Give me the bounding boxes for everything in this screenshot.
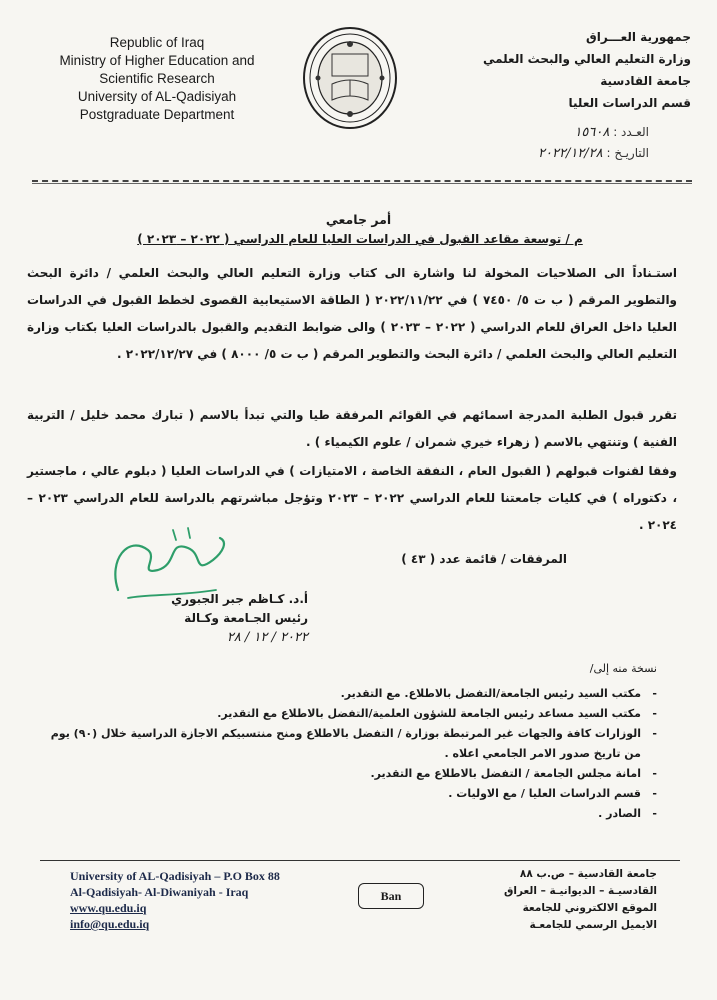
ref-number-row [429,122,649,143]
email-link[interactable]: info@qu.edu.iq [70,917,150,931]
footer-divider [40,860,680,861]
ref-date-label: التاريـخ : [606,146,649,160]
ref-number-label: العـدد : [613,125,649,139]
header-en-line: Republic of Iraq [109,35,205,50]
header-ar-line: جمهورية العـــراق [585,30,691,44]
signatory-date: ٢٠٢٢ / ١٢ / ٢٨ [226,630,308,645]
signatory-block [158,590,308,647]
order-title: أمر جامعي [325,212,392,227]
header-ar-line: جامعة القادسية [600,74,691,88]
footer-badge: Ban [358,883,424,909]
list-item: - قسم الدراسات العليا / مع الاوليات . [37,784,657,804]
header-english [42,34,272,124]
ref-number-value: ١٥٦٠٨ [574,125,610,140]
header-en-line: Scientific Research [99,71,215,86]
body-paragraph-1: استـناداً الى الصلاحيات المخولة لنا واشارة الى كتاب وزارة التعليم العالي والبحث العلمي / دائرة البحث والتطوير المرقم ( ب ت ٥/ ٧٤٥٠ ) في ٢٠٢٢/١١/٢٢ ( الطاقة الاستيعابية القصوى لخطط القبول في الدراسات العليا داخل العراق للعام الدراسي ( ٢٠٢٢ – ٢٠٢٣ ) والى ضوابط التقديم والقبول بالدراسات العليا بكتاب وزارة التعليم العالي والبحث العلمي / دائرة البحث والتطوير المرقم ( ب ت ٥/ ٨٠٠٠ ) في ٢٠٢٢/١٢/٢٧ . [27,266,678,361]
footer-en-line: Al-Qadisiyah- Al-Diwaniyah - Iraq [70,885,249,899]
ref-date-row [429,143,649,164]
header-ar-line: قسم الدراسات العليا [568,96,691,110]
footer-ar-line: الايميل الرسمي للجامعـة [529,919,657,931]
header-en-line: Postgraduate Department [79,107,235,122]
footer-en-line: University of AL-Qadisiyah – P.O Box 88 [70,869,280,883]
header-ar-line: وزارة التعليم العالي والبحث العلمي [482,52,691,66]
copies-title: نسخة منه إلى/ [589,662,657,675]
reference-block [429,122,649,164]
ref-date-value: ٢٠٢٢/١٢/٢٨ [538,146,603,161]
list-item: - امانة مجلس الجامعة / التفضل بالاطلاع مع التقدير. [37,764,657,784]
footer-ar-line: القادسيـة – الديوانيـة – العراق [503,885,657,897]
header-en-line: Ministry of Higher Education and [59,53,255,68]
list-item: - مكتب السيد مساعد رئيس الجامعة للشؤون العلمية/التفضل بالاطلاع مع التقدير. [37,704,657,724]
footer-ar-line: جامعة القادسية – ص.ب ٨٨ [519,868,657,880]
attachments-line: المرفقات / قائمة عدد ( ٤٣ ) [401,552,567,566]
header-divider [32,183,692,184]
list-item: - الصادر . [37,804,657,824]
order-subject: م / توسعة مقاعد القبول في الدراسات العليا للعام الدراسي ( ٢٠٢٢ – ٢٠٢٣ ) [137,232,583,246]
footer-ar-line: الموقع الالكتروني للجامعة [522,902,657,914]
list-item: - مكتب السيد رئيس الجامعة/التفضل بالاطلاع. مع التقدير. [37,684,657,704]
signatory-name: أ.د. كـاظم جبر الجبوري [171,592,308,606]
footer-arabic [457,866,657,934]
header-en-line: University of AL-Qadisiyah [77,89,237,104]
header-divider [32,180,692,182]
copies-list [37,684,657,824]
website-link[interactable]: www.qu.edu.iq [70,901,147,915]
university-logo [296,24,404,132]
header-arabic [461,26,691,114]
signatory-title: رئيس الجـامعة وكـالة [184,611,308,625]
body-paragraph-3: وفقا لقنوات قبولهم ( القبول العام ، النفقة الخاصة ، الامتيازات ) في الدراسات العليا ( دبلوم عالي ، ماجستير ، دكتوراه ) في كليات جامعتنا للعام الدراسي ٢٠٢٢ – ٢٠٢٣ وتؤجل مباشرتهم بالدراسة للعام الدراسي ٢٠٢٣ – ٢٠٢٤ . [27,464,678,532]
list-item: - الوزارات كافة والجهات غير المرتبطة بوزارة / التفضل بالاطلاع ومنح منتسبيكم الاجازة الدراسية خلال (٩٠) يوم من تاريخ صدور الامر الجامعي اعلاه . [37,724,657,764]
body-paragraph-2: تقرر قبول الطلبة المدرجة اسمائهم في القوائم المرفقة طيا والتي تبدأ بالاسم ( تبارك محمد خليل / التربية الفنية ) وتنتهي بالاسم ( زهراء خيري شمران / علوم الكيمياء ) . [27,408,677,449]
footer-english [70,868,330,932]
